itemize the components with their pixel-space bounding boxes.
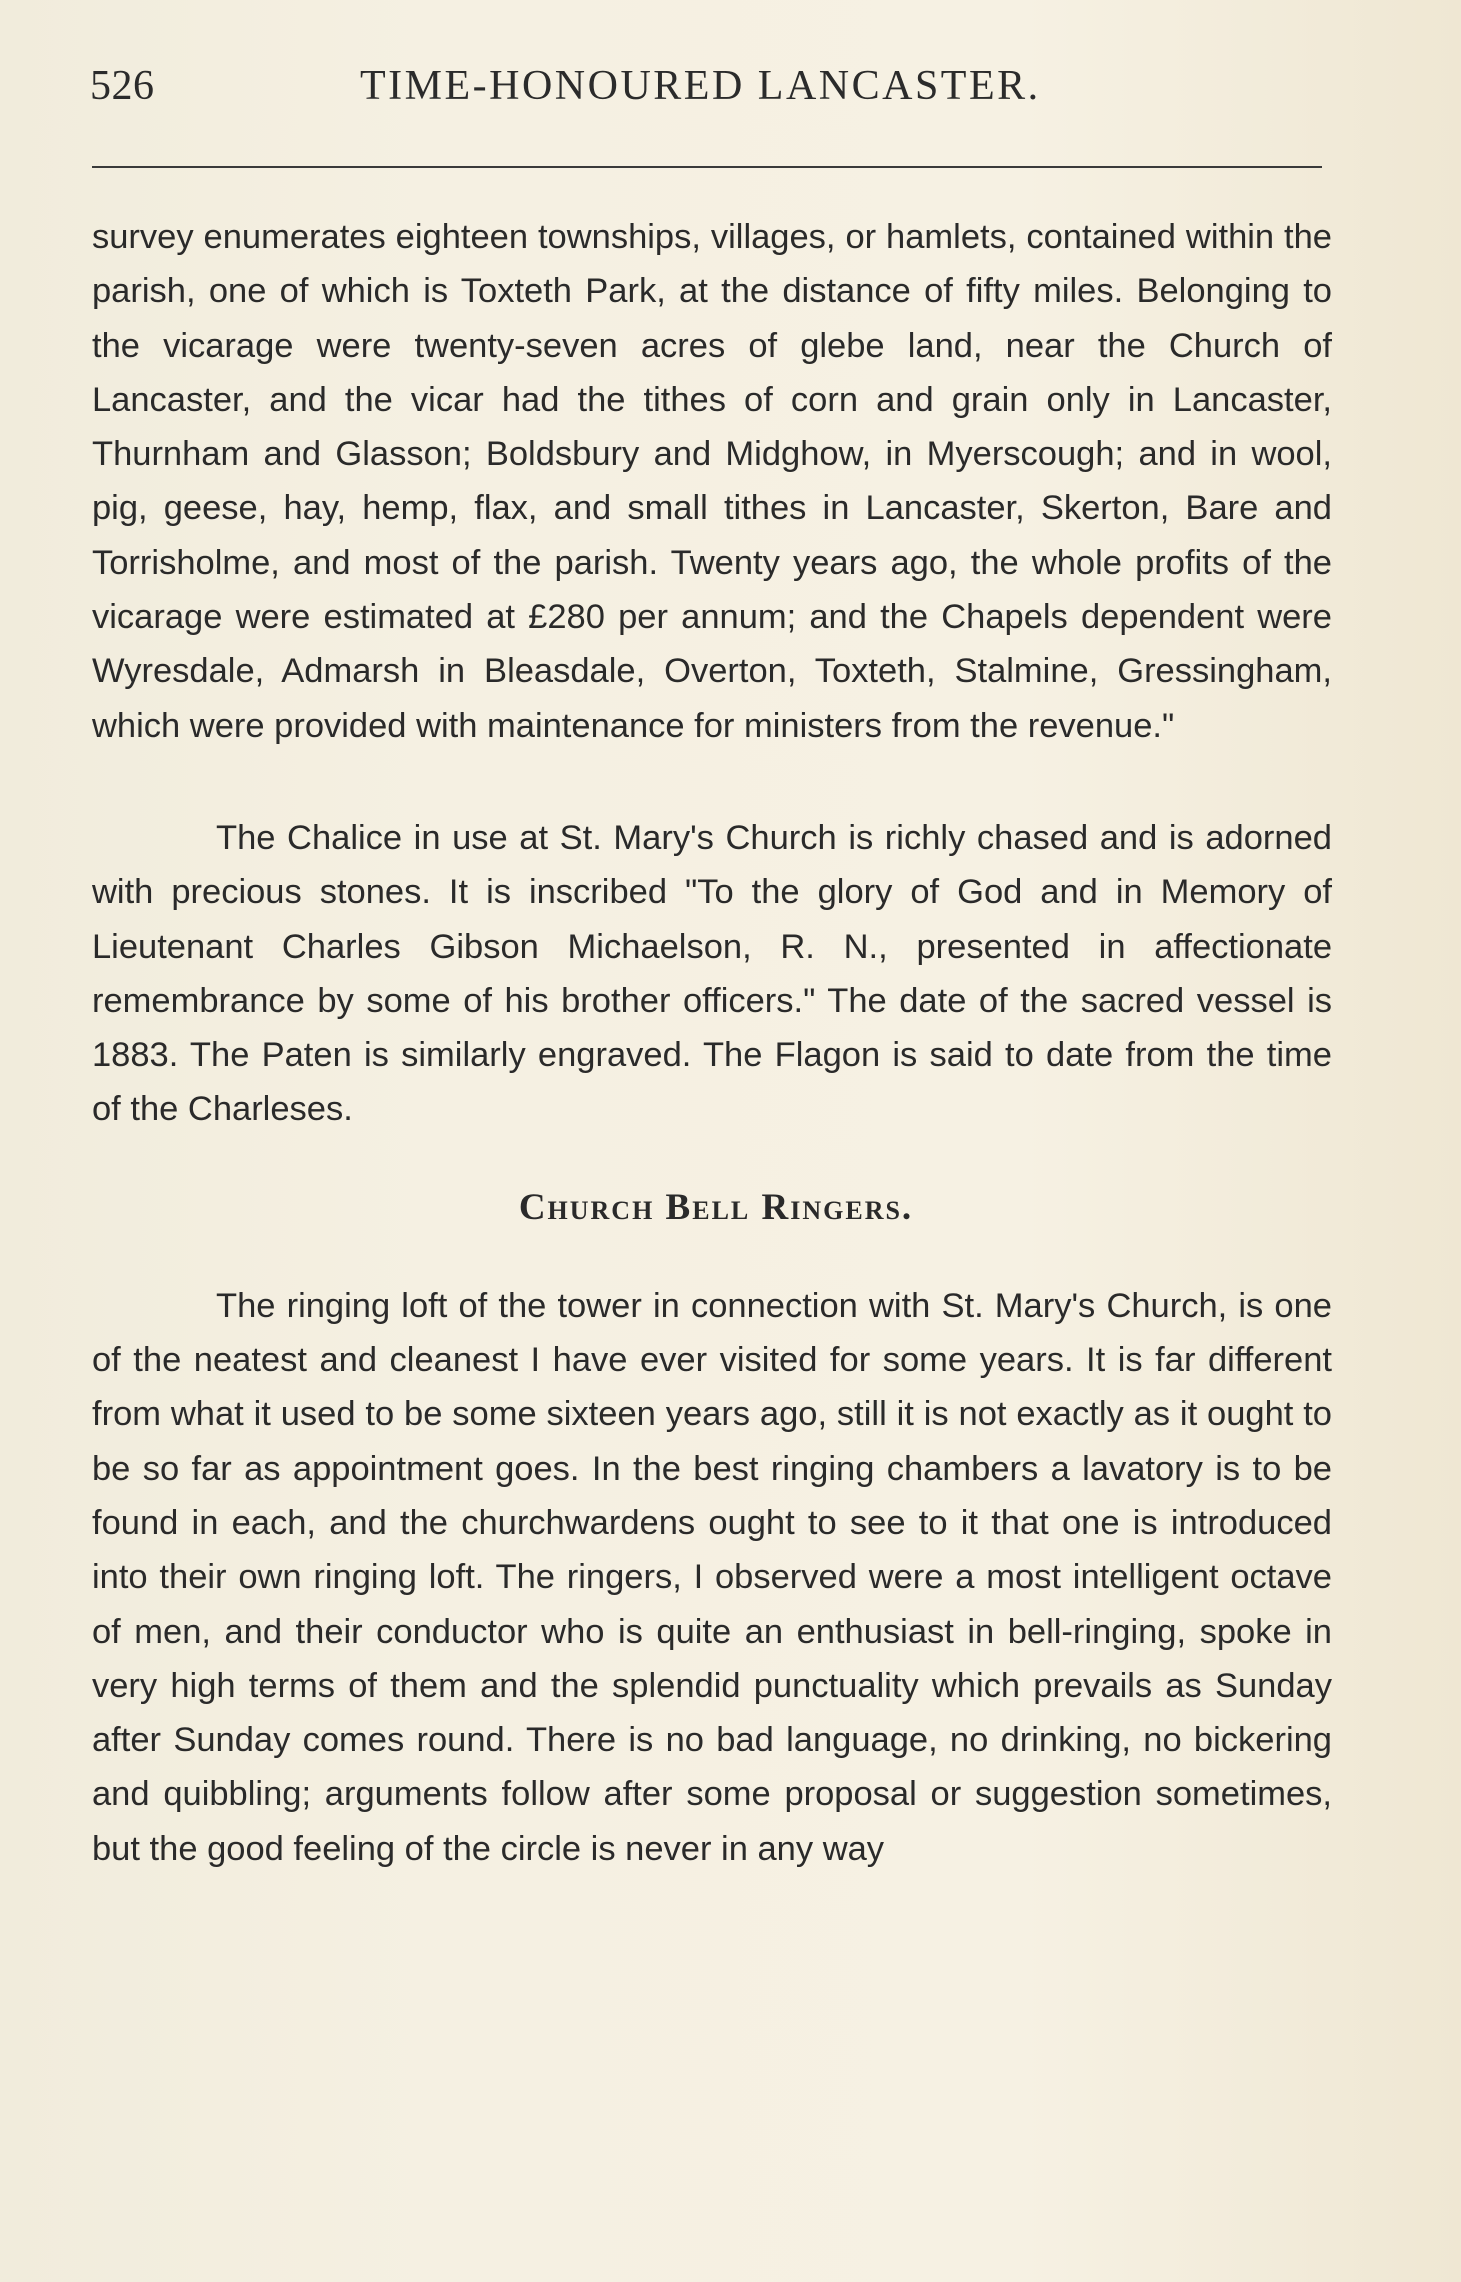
page-number: 526 <box>90 63 155 109</box>
paragraph-chalice: The Chalice in use at St. Mary's Church is richly chased and is adorned with precious stones. It is inscribed "To the glory of God and in Memory of Lieutenant Charles Gibson Michaelson, R. N., presented in affectionate remembrance by some of his brother officers." The date of the sacred vessel is 1883. The Paten is similarly engraved. The Flagon is said to date from the time of the Charleses. <box>92 818 1332 1129</box>
header-rule <box>92 166 1322 168</box>
paragraph-gap <box>92 753 1332 811</box>
body-text <box>92 210 1332 1876</box>
running-head <box>90 60 1330 120</box>
running-title: TIME-HONOURED LANCASTER. <box>360 63 1041 109</box>
paragraph-survey: survey enumerates eighteen townships, villages, or hamlets, contained within the parish, one of which is Toxteth Park, at the distance of fifty miles. Belonging to the vicarage were twenty-seven acres of glebe land, near the Church of Lancaster, and the vicar had the tithes of corn and grain only in Lancaster, Thurnham and Glasson; Boldsbury and Midghow, in Myerscough; and in wool, pig, geese, hay, hemp, flax, and small tithes in Lancaster, Skerton, Bare and Torrisholme, and most of the parish. Twenty years ago, the whole profits of the vicarage were estimated at £280 per annum; and the Chapels dependent were Wyresdale, Admarsh in Bleasdale, Overton, Toxteth, Stalmine, Gressingham, which were provided with maintenance for ministers from the revenue." <box>92 218 1332 745</box>
paragraph-ringing-loft: The ringing loft of the tower in connection with St. Mary's Church, is one of the neatest and cleanest I have ever visited for some years. It is far different from what it used to be some sixteen years ago, still it is not exactly as it ought to be so far as appointment goes. In the best ringing chambers a lavatory is to be found in each, and the churchwardens ought to see to it that one is introduced into their own ringing loft. The ringers, I observed were a most intelligent octave of men, and their conductor who is quite an enthusiast in bell-ringing, spoke in very high terms of them and the splendid punctuality which prevails as Sunday after Sunday comes round. There is no bad language, no drinking, no bickering and quibbling; arguments follow after some proposal or suggestion sometimes, but the good feeling of the circle is never in any way <box>92 1286 1332 1868</box>
section-heading: Church Bell Ringers. <box>518 1186 914 1228</box>
paragraph-gap <box>92 1137 1332 1181</box>
paragraph-gap <box>92 1235 1332 1279</box>
